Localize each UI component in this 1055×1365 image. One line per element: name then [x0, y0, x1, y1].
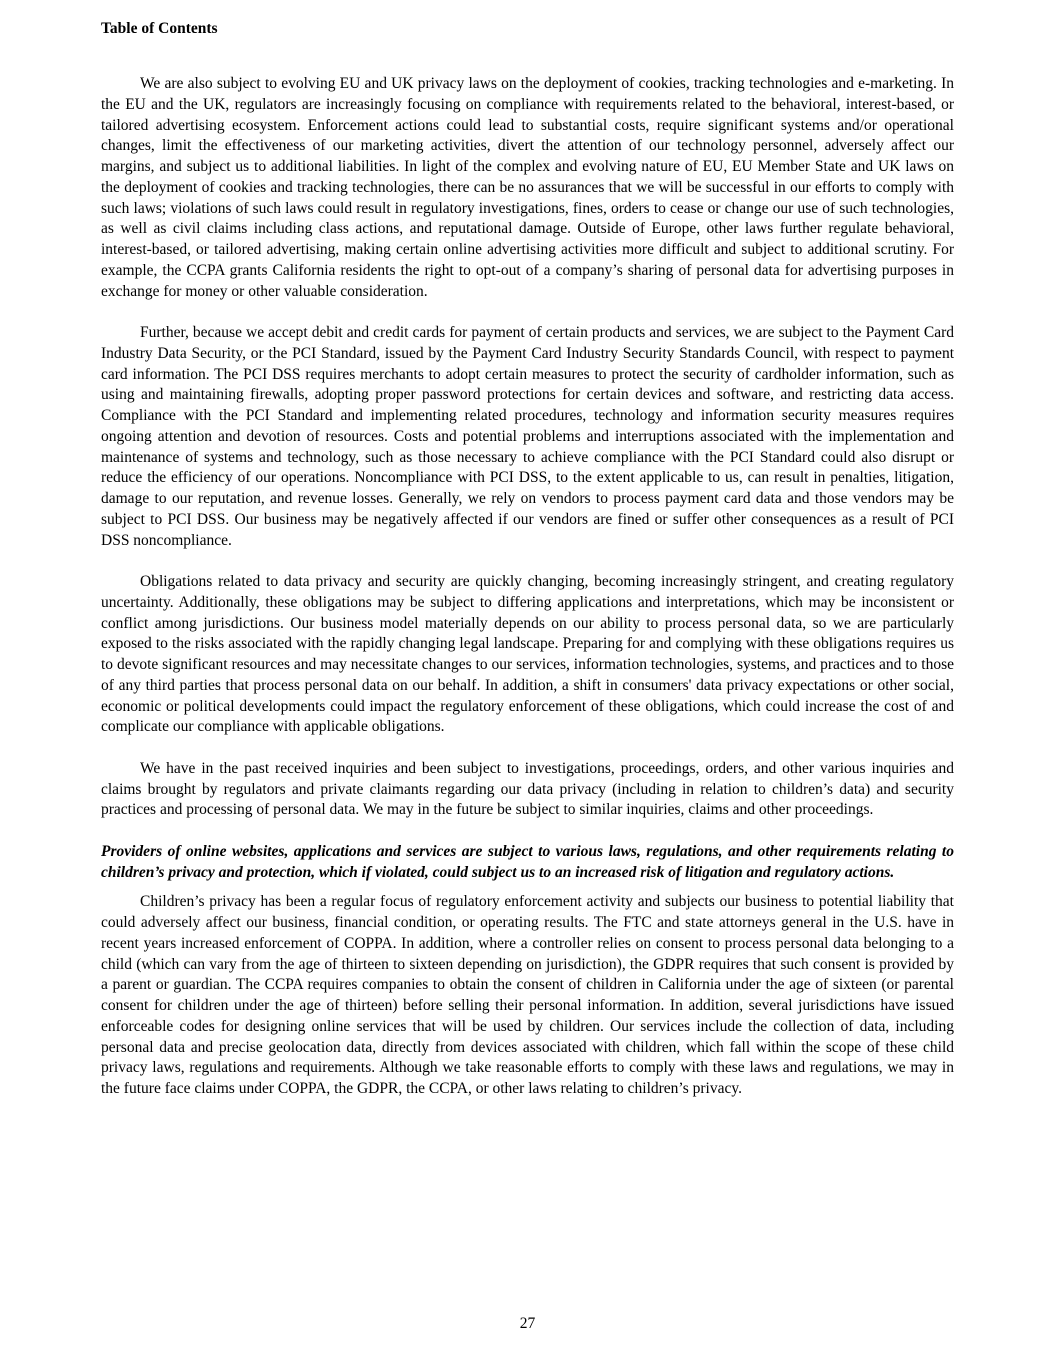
- paragraph-inquiries: We have in the past received inquiries and been subject to investigations, proceedings, orders, and other various inquiries and claims brought by regulators and private claimants regarding our data privacy (including in relation to children’s data) and security practices and processing of personal data. We may in the future be subject to similar inquiries, claims and other proceedings.: [101, 759, 954, 819]
- paragraph-childrens-privacy: Children’s privacy has been a regular focus of regulatory enforcement activity and subjects our business to potential liability that could adversely affect our business, financial condition, or operating results. The FTC and state attorneys general in the U.S. have in recent years increased enforcement of COPPA. In addition, where a controller relies on consent to process personal data belonging to a child (which can vary from the age of thirteen to sixteen depending on jurisdiction), the GDPR requires that such consent is provided by a parent or guardian. The CCPA requires companies to obtain the consent of children in California under the age of sixteen (or parental consent for children under the age of thirteen) before selling their personal information. In addition, several jurisdictions have issued enforceable codes for designing online services that will be used by children. Our services include the collection of data, including personal data and precise geolocation data, directly from devices associated with children, which fall within the scope of these child privacy laws, regulations and requirements. Although we take reasonable efforts to comply with these laws and regulations, we may in the future face claims under COPPA, the GDPR, the CCPA, or other laws relating to children’s privacy.: [101, 893, 954, 1097]
- page-number: 27: [519, 1315, 536, 1332]
- paragraph-obligations: Obligations related to data privacy and security are quickly changing, becoming increasingly stringent, and creating regulatory uncertainty. Additionally, these obligations may be subject to differing applications and interpretations, which may be inconsistent or conflict among jurisdictions. Our business model materially depends on our ability to process personal data, so we are particularly exposed to the risks associated with the rapidly changing legal landscape. Preparing for and complying with these obligations requires us to devote significant resources and may necessitate changes to our services, information technologies, systems, and practices and to those of any third parties that process personal data on our behalf. In addition, a shift in consumers' data privacy expectations or other social, economic or political developments could impact the regulatory enforcement of these obligations, which could increase the cost of and complicate our compliance with applicable obligations.: [101, 573, 954, 736]
- paragraph-cookies: We are also subject to evolving EU and UK privacy laws on the deployment of cookies, tracking technologies and e-marketing. In the EU and the UK, regulators are increasingly focusing on compliance with requirements related to the behavioral, interest-based, or tailored advertising ecosystem. Enforcement actions could lead to substantial costs, require significant systems and/or operational changes, limit the effectiveness of our marketing activities, divert the attention of our technology personnel, adversely affect our margins, and subject us to additional liabilities. In light of the complex and evolving nature of EU, EU Member State and UK laws on the deployment of cookies and tracking technologies, there can be no assurances that we will be successful in our efforts to comply with such laws; violations of such laws could result in regulatory investigations, fines, orders to cease or change our use of such technologies, as well as civil claims including class actions, and reputational damage. Outside of Europe, other laws further regulate behavioral, interest-based, or tailored advertising, making certain online advertising activities more difficult and subject to additional scrutiny. For example, the CCPA grants California residents the right to opt-out of a company’s sharing of personal data for advertising purposes in exchange for money or other valuable consideration.: [101, 75, 954, 300]
- paragraph-pci: Further, because we accept debit and credit cards for payment of certain products and services, we are subject to the Payment Card Industry Data Security, or the PCI Standard, issued by the Payment Card Industry Security Standards Council, with respect to payment card information. The PCI DSS requires merchants to adopt certain measures to protect the security of cardholder information, such as using and maintaining firewalls, adopting proper password protections for certain devices and software, and restricting data access. Compliance with the PCI Standard and implementing related procedures, technology and information security measures requires ongoing attention and devotion of resources. Costs and potential problems and interruptions associated with the implementation and maintenance of systems and technology, such as those necessary to achieve compliance with the PCI Standard could also disrupt or reduce the efficiency of our operations. Noncompliance with PCI DSS, to the extent applicable to us, can result in penalties, litigation, damage to our reputation, and revenue losses. Generally, we rely on vendors to process payment card data and those vendors may be subject to PCI DSS. Our business may be negatively affected if our vendors are fined or suffer other consequences as a result of PCI DSS noncompliance.: [101, 324, 954, 549]
- risk-factor-heading: Providers of online websites, applications and services are subject to various laws, regulations, and other requirements relating to children’s privacy and protection, which if violated, could subject us to an increased risk of litigation and regulatory actions.: [101, 842, 954, 881]
- table-of-contents-link[interactable]: Table of Contents: [101, 20, 218, 37]
- document-body: [101, 74, 954, 1121]
